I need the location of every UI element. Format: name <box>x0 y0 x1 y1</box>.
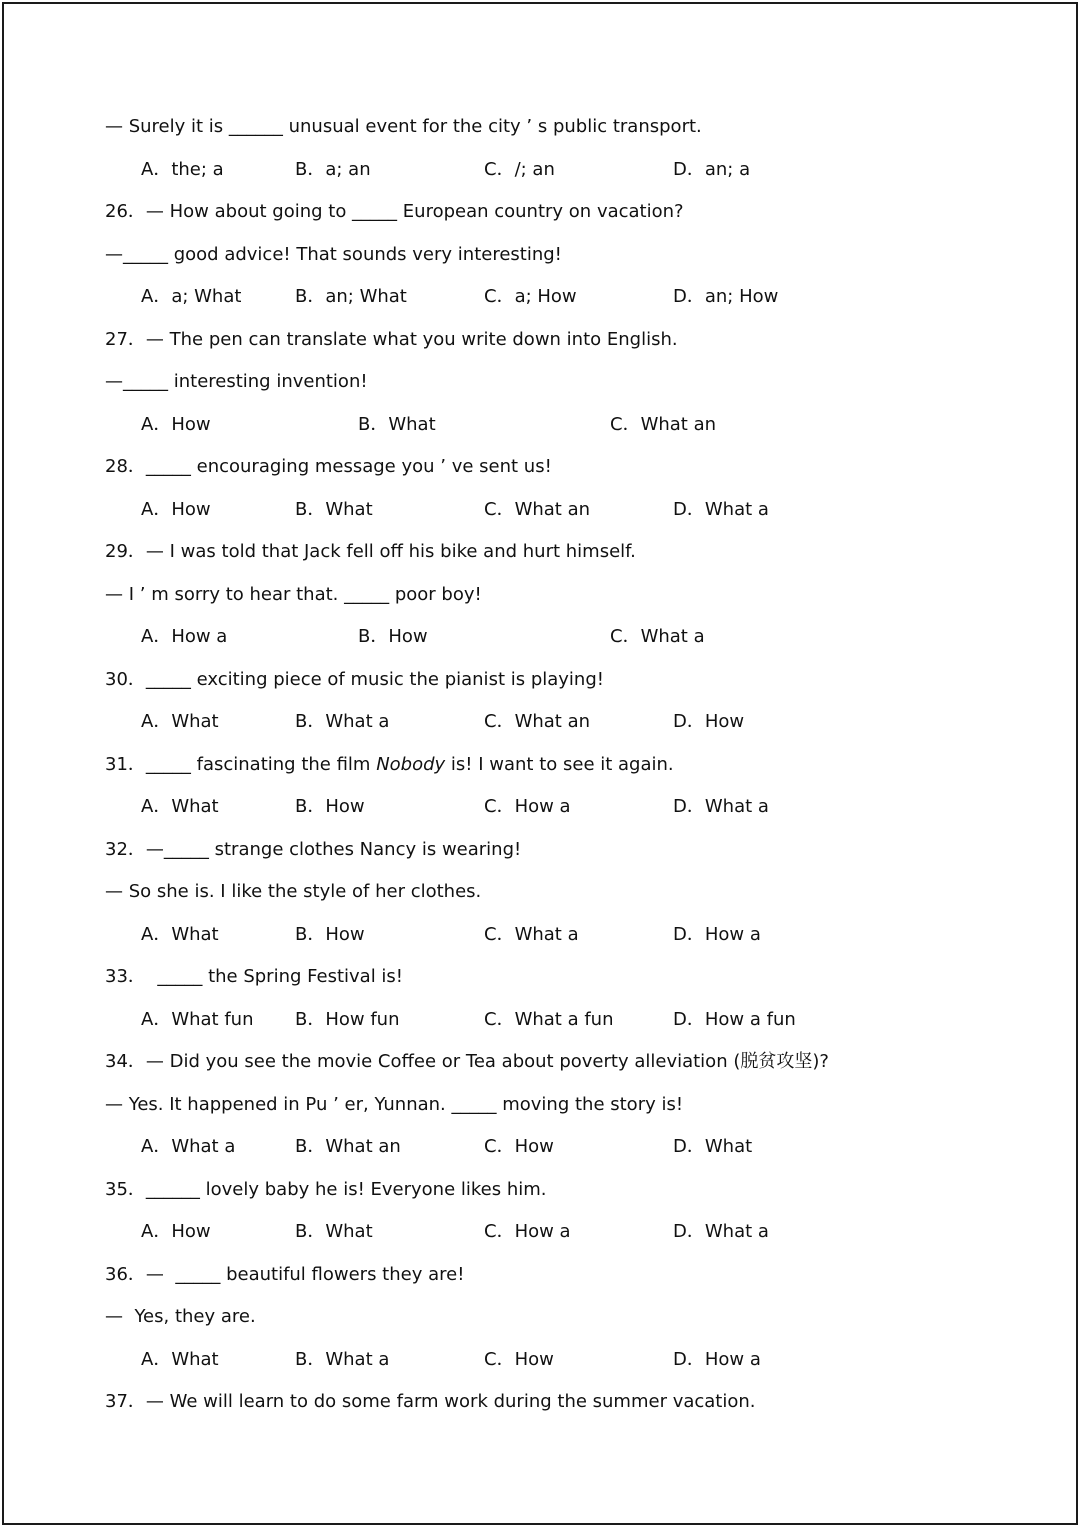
option-a: A．What fun <box>141 1009 254 1030</box>
option-b: B．What <box>295 499 373 520</box>
option-c: C．What an <box>484 711 591 732</box>
answer-options <box>141 1220 901 1364</box>
answer-options <box>141 498 901 642</box>
option-c: C．a; How <box>484 286 577 307</box>
question-26: 26．— How about going to _____ European country on vacation? <box>105 201 684 222</box>
option-b: B．What <box>358 414 436 435</box>
answer-options <box>141 1008 901 1152</box>
answer-options <box>141 795 901 939</box>
option-a: A．a; What <box>141 286 242 307</box>
film-title: Nobody <box>376 754 446 775</box>
exam-page <box>2 2 1078 1525</box>
option-c: C．How <box>484 1349 554 1370</box>
option-c: C．What a fun <box>484 1009 614 1030</box>
option-c: C．/; an <box>484 159 555 180</box>
option-d: D．What <box>673 1136 753 1157</box>
option-d: D．How a <box>673 1349 761 1370</box>
option-d: D．How a <box>673 924 761 945</box>
option-c: C．What an <box>610 414 717 435</box>
option-c: C．What a <box>484 924 579 945</box>
option-a: A．the; a <box>141 159 224 180</box>
option-d: D．What a <box>673 499 769 520</box>
question-29: 29．— I was told that Jack fell off his bike and hurt himself. <box>105 541 636 562</box>
question-37: 37．— We will learn to do some farm work during the summer vacation. <box>105 1391 756 1412</box>
question-34: 34．— Did you see the movie Coffee or Tea about poverty alleviation (脱贫攻坚)? <box>105 1051 829 1072</box>
option-d: D．What a <box>673 1221 769 1242</box>
question-line: — Surely it is ______ unusual event for the city ’ s public transport. <box>105 116 702 137</box>
question-line: — Yes, they are. <box>105 1306 256 1327</box>
question-line: —_____ good advice! That sounds very interesting! <box>105 244 562 265</box>
answer-options <box>141 158 901 302</box>
option-b: B．How <box>295 924 365 945</box>
option-c: C．What an <box>484 499 591 520</box>
option-b: B．an; What <box>295 286 407 307</box>
question-line: — I ’ m sorry to hear that. _____ poor boy! <box>105 584 482 605</box>
question-32: 32．—_____ strange clothes Nancy is wearing! <box>105 839 522 860</box>
option-a: A．What a <box>141 1136 236 1157</box>
question-35: 35．______ lovely baby he is! Everyone likes him. <box>105 1179 547 1200</box>
question-line: —_____ interesting invention! <box>105 371 368 392</box>
option-b: B．a; an <box>295 159 371 180</box>
option-b: B．How fun <box>295 1009 400 1030</box>
question-31: 31．_____ fascinating the film Nobody is! I want to see it again. <box>105 754 674 775</box>
question-30: 30．_____ exciting piece of music the pianist is playing! <box>105 669 604 690</box>
option-b: B．What a <box>295 1349 390 1370</box>
option-a: A．How a <box>141 626 228 647</box>
option-b: B．What <box>295 1221 373 1242</box>
option-d: D．How <box>673 711 745 732</box>
option-b: B．What an <box>295 1136 401 1157</box>
option-c: C．How a <box>484 1221 571 1242</box>
option-d: D．an; a <box>673 159 751 180</box>
option-b: B．How <box>295 796 365 817</box>
question-36: 36．— _____ beautiful flowers they are! <box>105 1264 465 1285</box>
option-b: B．What a <box>295 711 390 732</box>
question-28: 28．_____ encouraging message you ’ ve sent us! <box>105 456 552 477</box>
option-a: A．What <box>141 796 219 817</box>
option-a: A．How <box>141 499 211 520</box>
option-d: D．How a fun <box>673 1009 796 1030</box>
option-a: A．How <box>141 414 211 435</box>
option-c: C．What a <box>610 626 705 647</box>
answer-options <box>141 285 901 429</box>
question-line: — So she is. I like the style of her clothes. <box>105 881 482 902</box>
option-a: A．How <box>141 1221 211 1242</box>
question-line: — Yes. It happened in Pu ’ er, Yunnan. _____ moving the story is! <box>105 1094 684 1115</box>
question-33: 33． _____ the Spring Festival is! <box>105 966 404 987</box>
option-d: D．an; How <box>673 286 779 307</box>
option-c: C．How a <box>484 796 571 817</box>
option-b: B．How <box>358 626 428 647</box>
answer-options <box>141 1348 901 1492</box>
option-c: C．How <box>484 1136 554 1157</box>
option-d: D．What a <box>673 796 769 817</box>
option-a: A．What <box>141 1349 219 1370</box>
option-a: A．What <box>141 711 219 732</box>
option-a: A．What <box>141 924 219 945</box>
question-27: 27．— The pen can translate what you write down into English. <box>105 329 678 350</box>
